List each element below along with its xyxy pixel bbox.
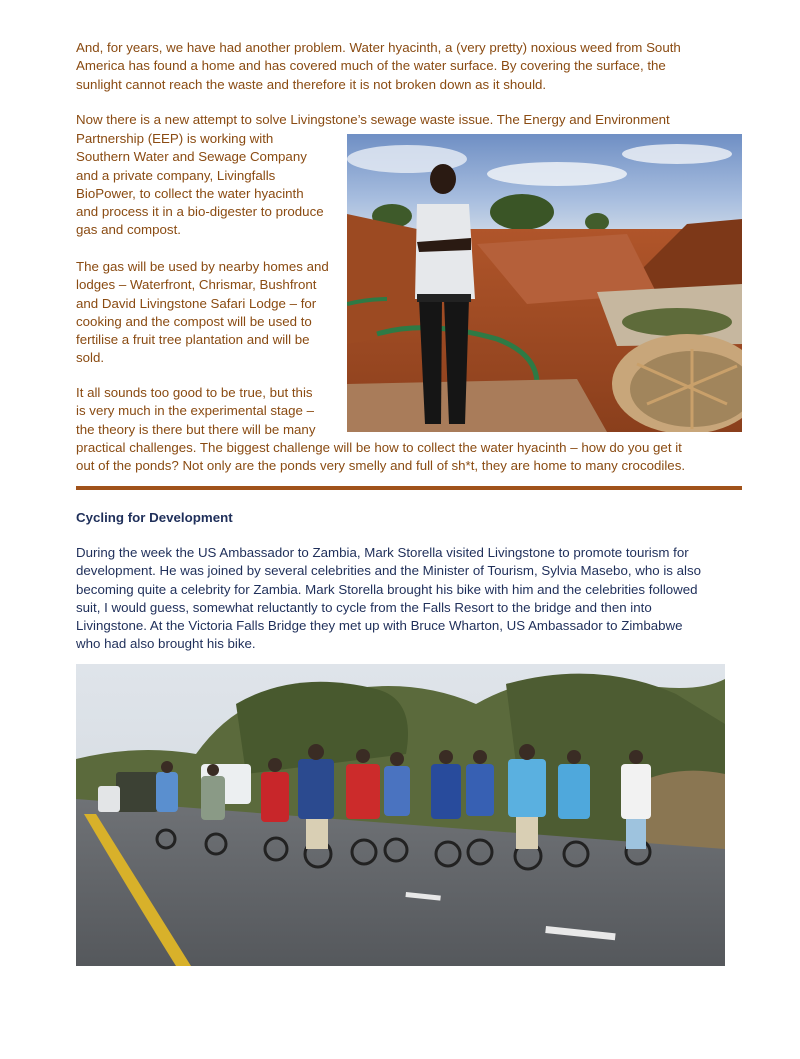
text-line: It all sounds too good to be true, but this	[76, 385, 313, 400]
text-line: Southern Water and Sewage Company	[76, 149, 307, 165]
text-line: becoming quite a celebrity for Zambia. Mark Storella brought his bike with him and the celebrities followed	[76, 581, 698, 597]
text-line: sunlight cannot reach the waste and therefore it is not broken down as it should.	[76, 76, 547, 92]
text-line: gas and compost.	[76, 222, 181, 238]
text-line: BioPower, to collect the water hyacinth	[76, 185, 304, 201]
text-line: During the week the US Ambassador to Zambia, Mark Storella visited Livingstone to promote tourism for	[76, 545, 689, 560]
paragraph-gas-use	[76, 258, 329, 368]
section-heading: Cycling for Development	[76, 510, 233, 525]
paragraph-cycling	[76, 544, 701, 654]
paragraph-challenges	[76, 384, 315, 439]
text-line: sold.	[76, 350, 105, 366]
text-line: lodges – Waterfront, Chrismar, Bushfront	[76, 277, 317, 293]
text-line: out of the ponds? Not only are the ponds very smelly and full of sh*t, they are home to many crocodiles.	[76, 458, 686, 474]
paragraph-challenges-cont	[76, 439, 685, 476]
text-line: development. He was joined by several celebrities and the Minister of Tourism, Sylvia Masebo, who is also	[76, 563, 702, 579]
text-line: is very much in the experimental stage –	[76, 403, 314, 419]
paragraph-water-hyacinth	[76, 39, 681, 94]
text-line: The gas will be used by nearby homes and	[76, 259, 329, 274]
paragraph-sewage-lead	[76, 111, 670, 129]
text-line: Partnership (EEP) is working with	[76, 131, 274, 146]
paragraph-eep	[76, 130, 324, 240]
text-line: Livingstone. At the Victoria Falls Bridge they met up with Bruce Wharton, US Ambassador to Zimbabwe	[76, 618, 683, 634]
text-line: who had also brought his bike.	[76, 636, 256, 652]
text-line: And, for years, we have had another problem. Water hyacinth, a (very pretty) noxious weed from South	[76, 40, 681, 55]
text-line: suit, I would guess, somewhat reluctantly to cycle from the Falls Resort to the bridge and then into	[76, 599, 652, 615]
text-line: the theory is there but there will be many	[76, 421, 316, 437]
text-line: America has found a home and has covered much of the water surface. By covering the surface, the	[76, 58, 666, 74]
text-line: fertilise a fruit tree plantation and will be	[76, 332, 310, 348]
text-line: and a private company, Livingfalls	[76, 167, 276, 183]
text-line: and David Livingstone Safari Lodge – for	[76, 295, 317, 311]
text-line: cooking and the compost will be used to	[76, 313, 312, 329]
text-line: and process it in a bio-digester to produce	[76, 204, 324, 220]
section-divider	[76, 486, 742, 490]
photo-cyclists	[76, 664, 725, 966]
text-line: Now there is a new attempt to solve Livingstone’s sewage waste issue. The Energy and Environment	[76, 112, 670, 127]
photo-biodigester-site	[347, 134, 742, 432]
text-line: practical challenges. The biggest challenge will be how to collect the water hyacinth – how do you get it	[76, 440, 682, 455]
